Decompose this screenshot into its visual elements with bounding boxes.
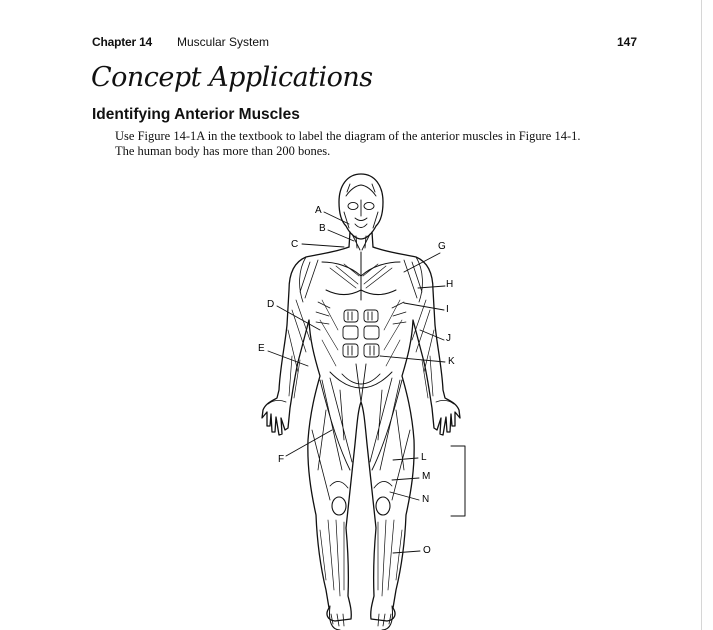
leader-line-c (302, 244, 344, 247)
label-o: O (423, 545, 431, 556)
label-d: D (267, 299, 275, 310)
label-e: E (258, 343, 265, 354)
chapter-subject: Muscular System (177, 35, 270, 49)
section-subtitle: Identifying Anterior Muscles (92, 106, 300, 123)
section-title: Concept Applications (91, 62, 373, 93)
instructions (115, 129, 675, 159)
label-c: C (291, 239, 299, 250)
page-edge-rule (701, 0, 702, 630)
leader-line-a (324, 212, 349, 224)
quadriceps-bracket (451, 446, 465, 516)
anterior-muscles-diagram (230, 168, 490, 630)
leader-line-d (277, 306, 320, 330)
label-g: G (438, 241, 446, 252)
page-header (92, 35, 637, 55)
leader-line-i (404, 303, 444, 310)
instruction-line: Use Figure 14-1A in the textbook to label the diagram of the anterior muscles in Figure 14-1. (115, 129, 581, 143)
label-b: B (319, 223, 326, 234)
label-n: N (422, 494, 430, 505)
muscle-figure-drawing (230, 168, 490, 630)
label-j: J (446, 333, 451, 344)
leader-line-e (268, 351, 308, 366)
leader-line-o (393, 551, 420, 553)
body-outline (262, 247, 460, 621)
page-number: 147 (616, 35, 637, 49)
label-f: F (278, 454, 285, 465)
instruction-line: The human body has more than 200 bones. (115, 144, 331, 158)
label-l: L (421, 452, 427, 463)
leader-line-m (392, 478, 419, 480)
label-a: A (315, 205, 322, 216)
label-h: H (446, 279, 454, 290)
label-k: K (448, 356, 455, 367)
chapter-label: Chapter 14 (92, 35, 153, 49)
label-i: I (446, 304, 449, 315)
leader-line-n (390, 492, 419, 500)
label-m: M (422, 471, 431, 482)
